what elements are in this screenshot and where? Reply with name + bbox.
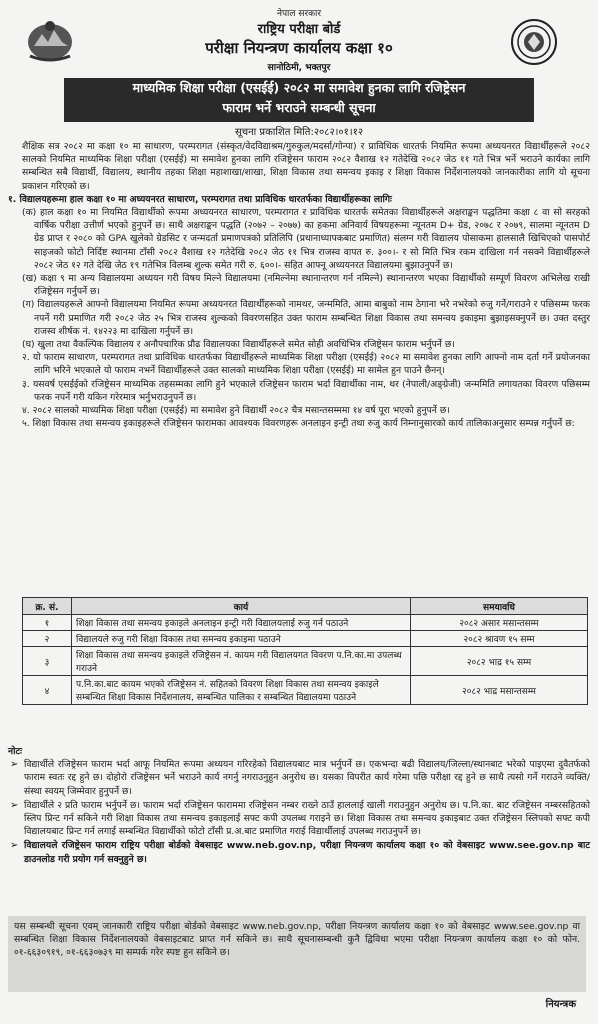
arrow-bullet-icon: ➢	[10, 840, 19, 852]
table-header-row	[23, 598, 588, 615]
row-sn: ४	[23, 676, 72, 705]
arrow-bullet-icon: ➢	[10, 759, 19, 771]
office-name: परीक्षा नियन्त्रण कार्यालय कक्षा १०	[205, 39, 393, 57]
section-5: ५. शिक्षा विकास तथा समन्वय इकाइहरूले रजिष्ट्रेसन फारामका आवश्यक विवरणहरू अनलाइन इन्ट्री तथा रुजु कार्य निम्नानुसारको कार्य तालिकाअनुसार सम्पन्न गर्नुपर्ने छ:	[22, 418, 575, 430]
note-item	[8, 839, 590, 865]
row-time: २०८२ असार मसान्तसम्म	[411, 615, 588, 631]
publish-date: सूचना प्रकाशित मिति:२०८२।०१।१२	[234, 127, 364, 138]
arrow-bullet-icon: ➢	[10, 799, 19, 811]
row-task: शिक्षा विकास तथा समन्वय इकाइले रजिष्ट्रेसन नं. कायम गरी विद्यालयगत विवरण प.नि.का.मा उपलब्ध गराउने	[72, 647, 411, 676]
section-1-ka: (क) हाल कक्षा १० मा नियमित विद्यार्थीको रूपमा अध्ययनरत साधारण, परम्परागत र प्राविधिक धारतर्फ समेतका विद्यार्थीहरूले अक्षराङ्कन पद्धतिमा कक्षा ८ वा सो सरहको वार्षिक परीक्षा उत्तीर्ण भएको हुनुपर्ने छ। साथै अक्षराङ्कन पद्धति (२०७२ – २०७७) का हकमा अनिवार्य विषयहरूमा न्यूनतम D+ ग्रेड, २०७८ र २०७९, सालमा न्यूनतम D ग्रेड प्राप्त र २०८० को GPA खुलेको ग्रेडसिट र जन्मदर्ता प्रमाणपत्रको प्रतिलिपि (प्रधानाध्यापकबाट प्रमाणित) संलग्न गरी विद्यालय पोसाकमा हालसालै खिचिएको पासपोर्ट साइजको फोटो निर्दिष्ट स्थानमा टाँसी २०८२ वैशाख १२ गतेदेखि २०८२ जेठ ११ भित्र राजस्व वापत रु. ३००।- र सो मिति भित्र रकम दाखिला गर्न नसक्ने विद्यार्थीहरूले २०८२ जेठ १२ गते देखि जेठ १९ गतेभित्र विलम्ब शुल्क समेत गरी रु. ६००।- सहित आफ्नू अध्ययनरत विद्यालयमा बुझाउनुपर्ने छ।	[22, 207, 590, 271]
section-1-heading: १. विद्यालयहरूमा हाल कक्षा १० मा अध्ययनरत साधारण, परम्परागत तथा प्राविधिक धारतर्फका विद्यार्थीहरूका लागिः	[8, 193, 392, 205]
schedule-table	[22, 597, 588, 705]
row-time: २०८२ भाद्र १५ सम्म	[411, 647, 588, 676]
row-sn: ३	[23, 647, 72, 676]
notes-section	[8, 745, 590, 867]
notice-header	[0, 0, 598, 84]
table-row	[23, 631, 588, 647]
note-item	[8, 758, 590, 798]
intro-paragraph: शैक्षिक सत्र २०८२ मा कक्षा १० मा साधारण, परम्परागत (संस्कृत/वेदविद्याश्रम/गुरुकुल/मदर्सा/गोन्पा) र प्राविधिक धारतर्फ नियमित रूपमा अध्ययनरत विद्यार्थीहरूले २०८२ सालको नियमित माध्यमिक शिक्षा परीक्षा (एसईई) मा समावेश हुनका लागि रजिष्ट्रेसन फाराम २०८२ वैशाख १२ गतेदेखि २०८२ जेठ ११ गते भित्र भर्ने भराउने कार्यका लागि सम्बन्धित सबै विद्यार्थी, विद्यालय, स्थानीय तहका शिक्षा महाशाखा/शाखा, शिक्षा विकास तथा समन्वय इकाइ र शिक्षा विकास निर्देशनालयको जानकारीका लागि यो सूचना प्रकाशन गरिएको छ।	[22, 141, 590, 192]
row-time: २०८२ श्रावण १५ सम्म	[411, 631, 588, 647]
row-task: शिक्षा विकास तथा समन्वय इकाइले अनलाइन इन्ट्री गरी विद्यालयलाई रुजु गर्न पठाउने	[72, 615, 411, 631]
notice-title-line1: माध्यमिक शिक्षा परीक्षा (एसईई) २०८२ मा समावेश हुनका लागि रजिष्ट्रेसन	[132, 80, 466, 95]
section-1-ga: (ग) विद्यालयहरूले आफ्नो विद्यालयमा नियमित रूपमा अध्ययनरत विद्यार्थीहरूको नामथर, जन्ममिति, आमा बाबुको नाम ठेगाना भरे नभरेको रुजु गर्ने/गराउने र पछिसम्म फरक नपर्ने गरी प्रमाणित गरी २०८२ जेठ २५ भित्र राजस्व शुल्कको विवरणसहित उक्त फाराम सम्बन्धित शिक्षा विकास तथा समन्वय इकाइमा बुझाइसक्नुपर्ने छ। उक्त दस्तुर राजस्व शीर्षक नं. १४२२३ मा दाखिला गर्नुपर्ने छ।	[22, 299, 590, 337]
row-task: प.नि.का.बाट कायम भएको रजिष्ट्रेसन नं. सहितको विवरण शिक्षा विकास तथा समन्वय इकाइले सम्बन्धित शिक्षा विकास निर्देशनालय, सम्बन्धित पालिका र सम्बन्धित विद्यालयमा पठाउने	[72, 676, 411, 705]
col-header-sn: क्र. सं.	[23, 598, 72, 615]
gov-name: नेपाल सरकार	[276, 9, 322, 19]
table-row	[23, 615, 588, 631]
row-task: विद्यालयले रुजु गरी शिक्षा विकास तथा समन्वय इकाइमा पठाउने	[72, 631, 411, 647]
col-header-task: कार्य	[72, 598, 411, 615]
table-row	[23, 647, 588, 676]
signature: नियन्त्रक	[545, 999, 576, 1010]
col-header-time: समयावधि	[411, 598, 588, 615]
notice-body	[8, 140, 590, 430]
row-sn: १	[23, 615, 72, 631]
note-text: विद्यार्थीले २ प्रति फाराम भर्नुपर्ने छ। फाराम भर्दा रजिष्ट्रेसन फाराममा रजिष्ट्रेसन नम्बर राख्ने ठाउँ हाललाई खाली गराउनुहुन अनुरोध छ। प.नि.का. बाट रजिष्ट्रेसन नम्बरसहितको स्लिप प्रिन्ट गर्न सकिने गरी शिक्षा विकास तथा समन्वय इकाइलाई सफ्ट कपी उपलब्ध गराइने छ। शिक्षा विकास तथा समन्वय इकाइबाट उक्त रजिष्ट्रेसन स्लिपको सफ्ट कपी विद्यालयबाट प्रिन्ट गर्न लगाई सम्बन्धित विद्यार्थीको फोटो टाँसी प्र.अ.बाट प्रमाणित गराई विद्यार्थीलाई उपलब्ध गराउनुपर्ने छ।	[24, 799, 590, 838]
section-3: ३. यसवर्ष एसईईको रजिष्ट्रेसन माध्यमिक तहसम्मका लागि हुने भएकाले रजिष्ट्रेसन फाराम भर्दा विद्यार्थीका नाम, थर (नेपाली/अङ्ग्रेजी) जन्ममिति लगायतका विवरण पछिसम्म फरक नपर्ने गरी यकिन गरेरमात्र भर्नुभराउनुपर्ने छ।	[22, 378, 590, 403]
note-text: विद्यालयले रजिष्ट्रेसन फाराम राष्ट्रिय परीक्षा बोर्डको वेबसाइट www.neb.gov.np, परीक्षा नियन्त्रण कार्यालय कक्षा १० को वेबसाइट www.see.gov.np बाट डाउनलोड गरी प्रयोग गर्न सक्नुहुने छ।	[24, 840, 590, 865]
note-item	[8, 799, 590, 839]
section-4: ४. २०८२ सालको माध्यमिक शिक्षा परीक्षा (एसईई) मा समावेश हुने विद्यार्थी २०८२ चैत्र मसान्तसम्ममा १४ वर्ष पूरा भएको हुनुपर्ने छ।	[22, 405, 450, 417]
row-sn: २	[23, 631, 72, 647]
notice-title-line2: फाराम भर्ने भराउने सम्बन्धी सूचना	[222, 100, 376, 115]
section-1-gha: (घ) खुला तथा वैकल्पिक विद्यालय र अनौपचारिक प्रौढ विद्यालयका विद्यार्थीहरूले समेत सोही अवधिभित्र रजिष्ट्रेसन फाराम भर्नुपर्ने छ।	[22, 339, 455, 351]
note-text: विद्यार्थीले रजिष्ट्रेसन फाराम भर्दा आफू नियमित रूपमा अध्ययन गरिरहेको विद्यालयबाट मात्र भर्नुपर्ने छ। एकभन्दा बढी विद्यालय/जिल्ला/स्थानबाट भरेको पाइएमा दुवैतर्फको फाराम स्वतः रद्द हुने छ। दोहोरो रजिष्ट्रेसन भर्ने भराउने कार्य नगर्नु नगराउनुहुन अनुरोध छ। यसका विपरीत कार्य गरेमा पछि परीक्षा रद्द हुने छ साथै त्यसो गर्ने गराउने व्यक्ति/संस्था स्वयम् जिम्मेवार हुनुपर्ने छ।	[24, 759, 590, 797]
section-2: २. यो फाराम साधारण, परम्परागत तथा प्राविधिक धारतर्फका विद्यार्थीहरूले माध्यमिक शिक्षा परीक्षा (एसईई) २०८२ मा समावेश हुनका लागि आफ्नो नाम दर्ता गर्ने प्रयोजनका लागि भरिने भएकाले यो फाराम नभर्ने विद्यार्थीहरूले उक्त सालको माध्यमिक शिक्षा परीक्षा (एसईई) मा सामेल हुन पाउने छैनन्।	[22, 352, 590, 377]
office-location: सानोठिमी, भक्तपुर	[267, 63, 331, 73]
notes-label: नोटः	[8, 746, 22, 757]
section-1-kha: (ख) कक्षा ९ मा अन्य विद्यालयमा अध्ययन गरी विषय मिल्ने विद्यालयमा (नमिल्नेमा स्थानान्तरण गर्न नमिल्ने) स्थानान्तरण भएका विद्यार्थीको सम्पूर्ण विवरण अभिलेख राखी रजिष्ट्रेसन गर्नुपर्ने छ।	[22, 273, 590, 298]
contact-footer: यस सम्बन्धी सूचना एवम् जानकारी राष्ट्रिय परीक्षा बोर्डको वेबसाइट www.neb.gov.np, परीक्षा नियन्त्रण कार्यालय कक्षा १० को वेबसाइट www.see.gov.np वा सम्बन्धित शिक्षा विकास निर्देशनालयको वेबसाइटबाट प्राप्त गर्न सकिने छ। साथै सूचनासम्बन्धी कुनै द्विविधा भएमा परीक्षा नियन्त्रण कार्यालय कक्षा १० को फोन. ०१-६६३०९१९, ०१-६६३०७३९ मा सम्पर्क गरेर स्पष्ट हुन सकिने छ।	[8, 916, 586, 992]
row-time: २०८२ भाद्र मसान्तसम्म	[411, 676, 588, 705]
board-name: राष्ट्रिय परीक्षा बोर्ड	[257, 22, 341, 37]
neb-seal-icon	[510, 18, 558, 66]
table-row	[23, 676, 588, 705]
notice-title-banner	[64, 78, 534, 122]
